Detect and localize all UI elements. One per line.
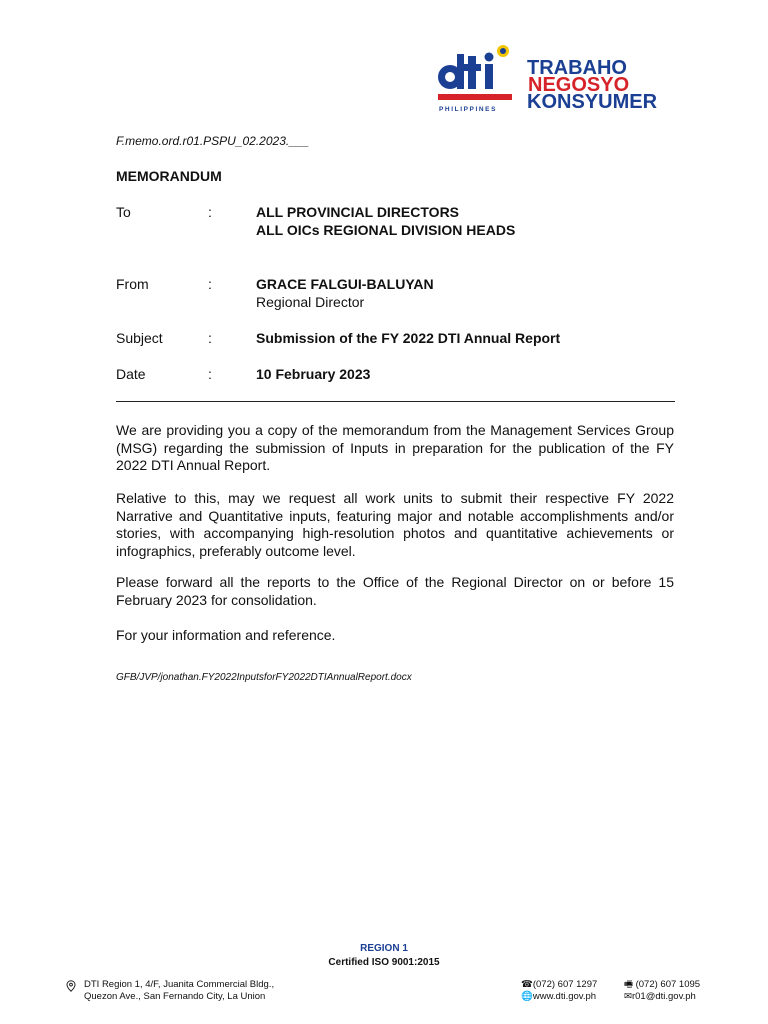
from-title: Regional Director	[256, 294, 365, 310]
from-label: From	[116, 276, 149, 292]
phone-icon: ☎	[521, 979, 533, 990]
footer-address-line-1: DTI Region 1, 4/F, Juanita Commercial Bldg.,	[84, 979, 275, 990]
footer-contact-col-2	[624, 979, 700, 1003]
date-label: Date	[116, 366, 146, 382]
location-pin-icon	[66, 979, 76, 991]
subject-label: Subject	[116, 330, 163, 346]
from-name: GRACE FALGUI-BALUYAN	[256, 276, 434, 292]
body-paragraph-2: Relative to this, may we request all work units to submit their respective FY 2022 Narrative and Quantitative inputs, featuring major and notable accomplishments and/or stories, with accompanying high-resolution photos and quantitative achievements or infographics, preferably outcome level.	[116, 490, 674, 559]
footer-address-line-2: Quezon Ave., San Fernando City, La Union	[84, 991, 266, 1002]
to-colon: :	[208, 204, 212, 220]
from-colon: :	[208, 276, 212, 292]
tagline-line-2: NEGOSYO	[528, 74, 630, 96]
to-line-1: ALL PROVINCIAL DIRECTORS	[256, 204, 460, 220]
memo-reference: F.memo.ord.r01.PSPU_02.2023.___	[116, 134, 310, 148]
to-recipients	[256, 203, 515, 239]
fax-icon: 🖷	[624, 979, 633, 990]
body-paragraph-1: We are providing you a copy of the memorandum from the Management Services Group (MSG) regarding the submission of Inputs in preparation for the publication of the FY 2022 DTI Annual Report.	[116, 422, 674, 473]
dti-logo-subtitle: PHILIPPINES	[439, 106, 498, 113]
to-line-2: ALL OICs REGIONAL DIVISION HEADS	[256, 222, 516, 238]
footer-phone: (072) 607 1297	[532, 979, 598, 990]
footer-region: REGION 1	[360, 943, 408, 954]
header-divider	[116, 401, 675, 402]
body-paragraph-4: For your information and reference.	[116, 627, 336, 643]
footer-website[interactable]: www.dti.gov.ph	[532, 991, 597, 1002]
tagline-line-3: KONSYUMER	[527, 91, 658, 113]
footer-iso: Certified ISO 9001:2015	[328, 957, 440, 968]
tagline-line-1: TRABAHO	[527, 57, 627, 79]
body-paragraph-3: Please forward all the reports to the Office of the Regional Director on or before 15 February 2023 for consolidation.	[116, 574, 674, 608]
globe-icon: 🌐	[521, 991, 533, 1002]
date-value: 10 February 2023	[256, 366, 371, 382]
subject-colon: :	[208, 330, 212, 346]
dti-logo	[436, 44, 516, 120]
email-icon: ✉	[624, 991, 632, 1002]
from-block	[256, 275, 434, 311]
footer-contact-col-1	[521, 979, 597, 1003]
footer-email[interactable]: r01@dti.gov.ph	[631, 991, 696, 1002]
memo-title: MEMORANDUM	[116, 168, 222, 184]
tagline-logo	[527, 57, 658, 113]
subject-value: Submission of the FY 2022 DTI Annual Report	[256, 330, 561, 346]
footer-address	[84, 979, 274, 1003]
file-reference: GFB/JVP/jonathan.FY2022InputsforFY2022DTIAnnualReport.docx	[116, 672, 412, 683]
to-label: To	[116, 204, 131, 220]
footer-fax: (072) 607 1095	[635, 979, 701, 990]
date-colon: :	[208, 366, 212, 382]
